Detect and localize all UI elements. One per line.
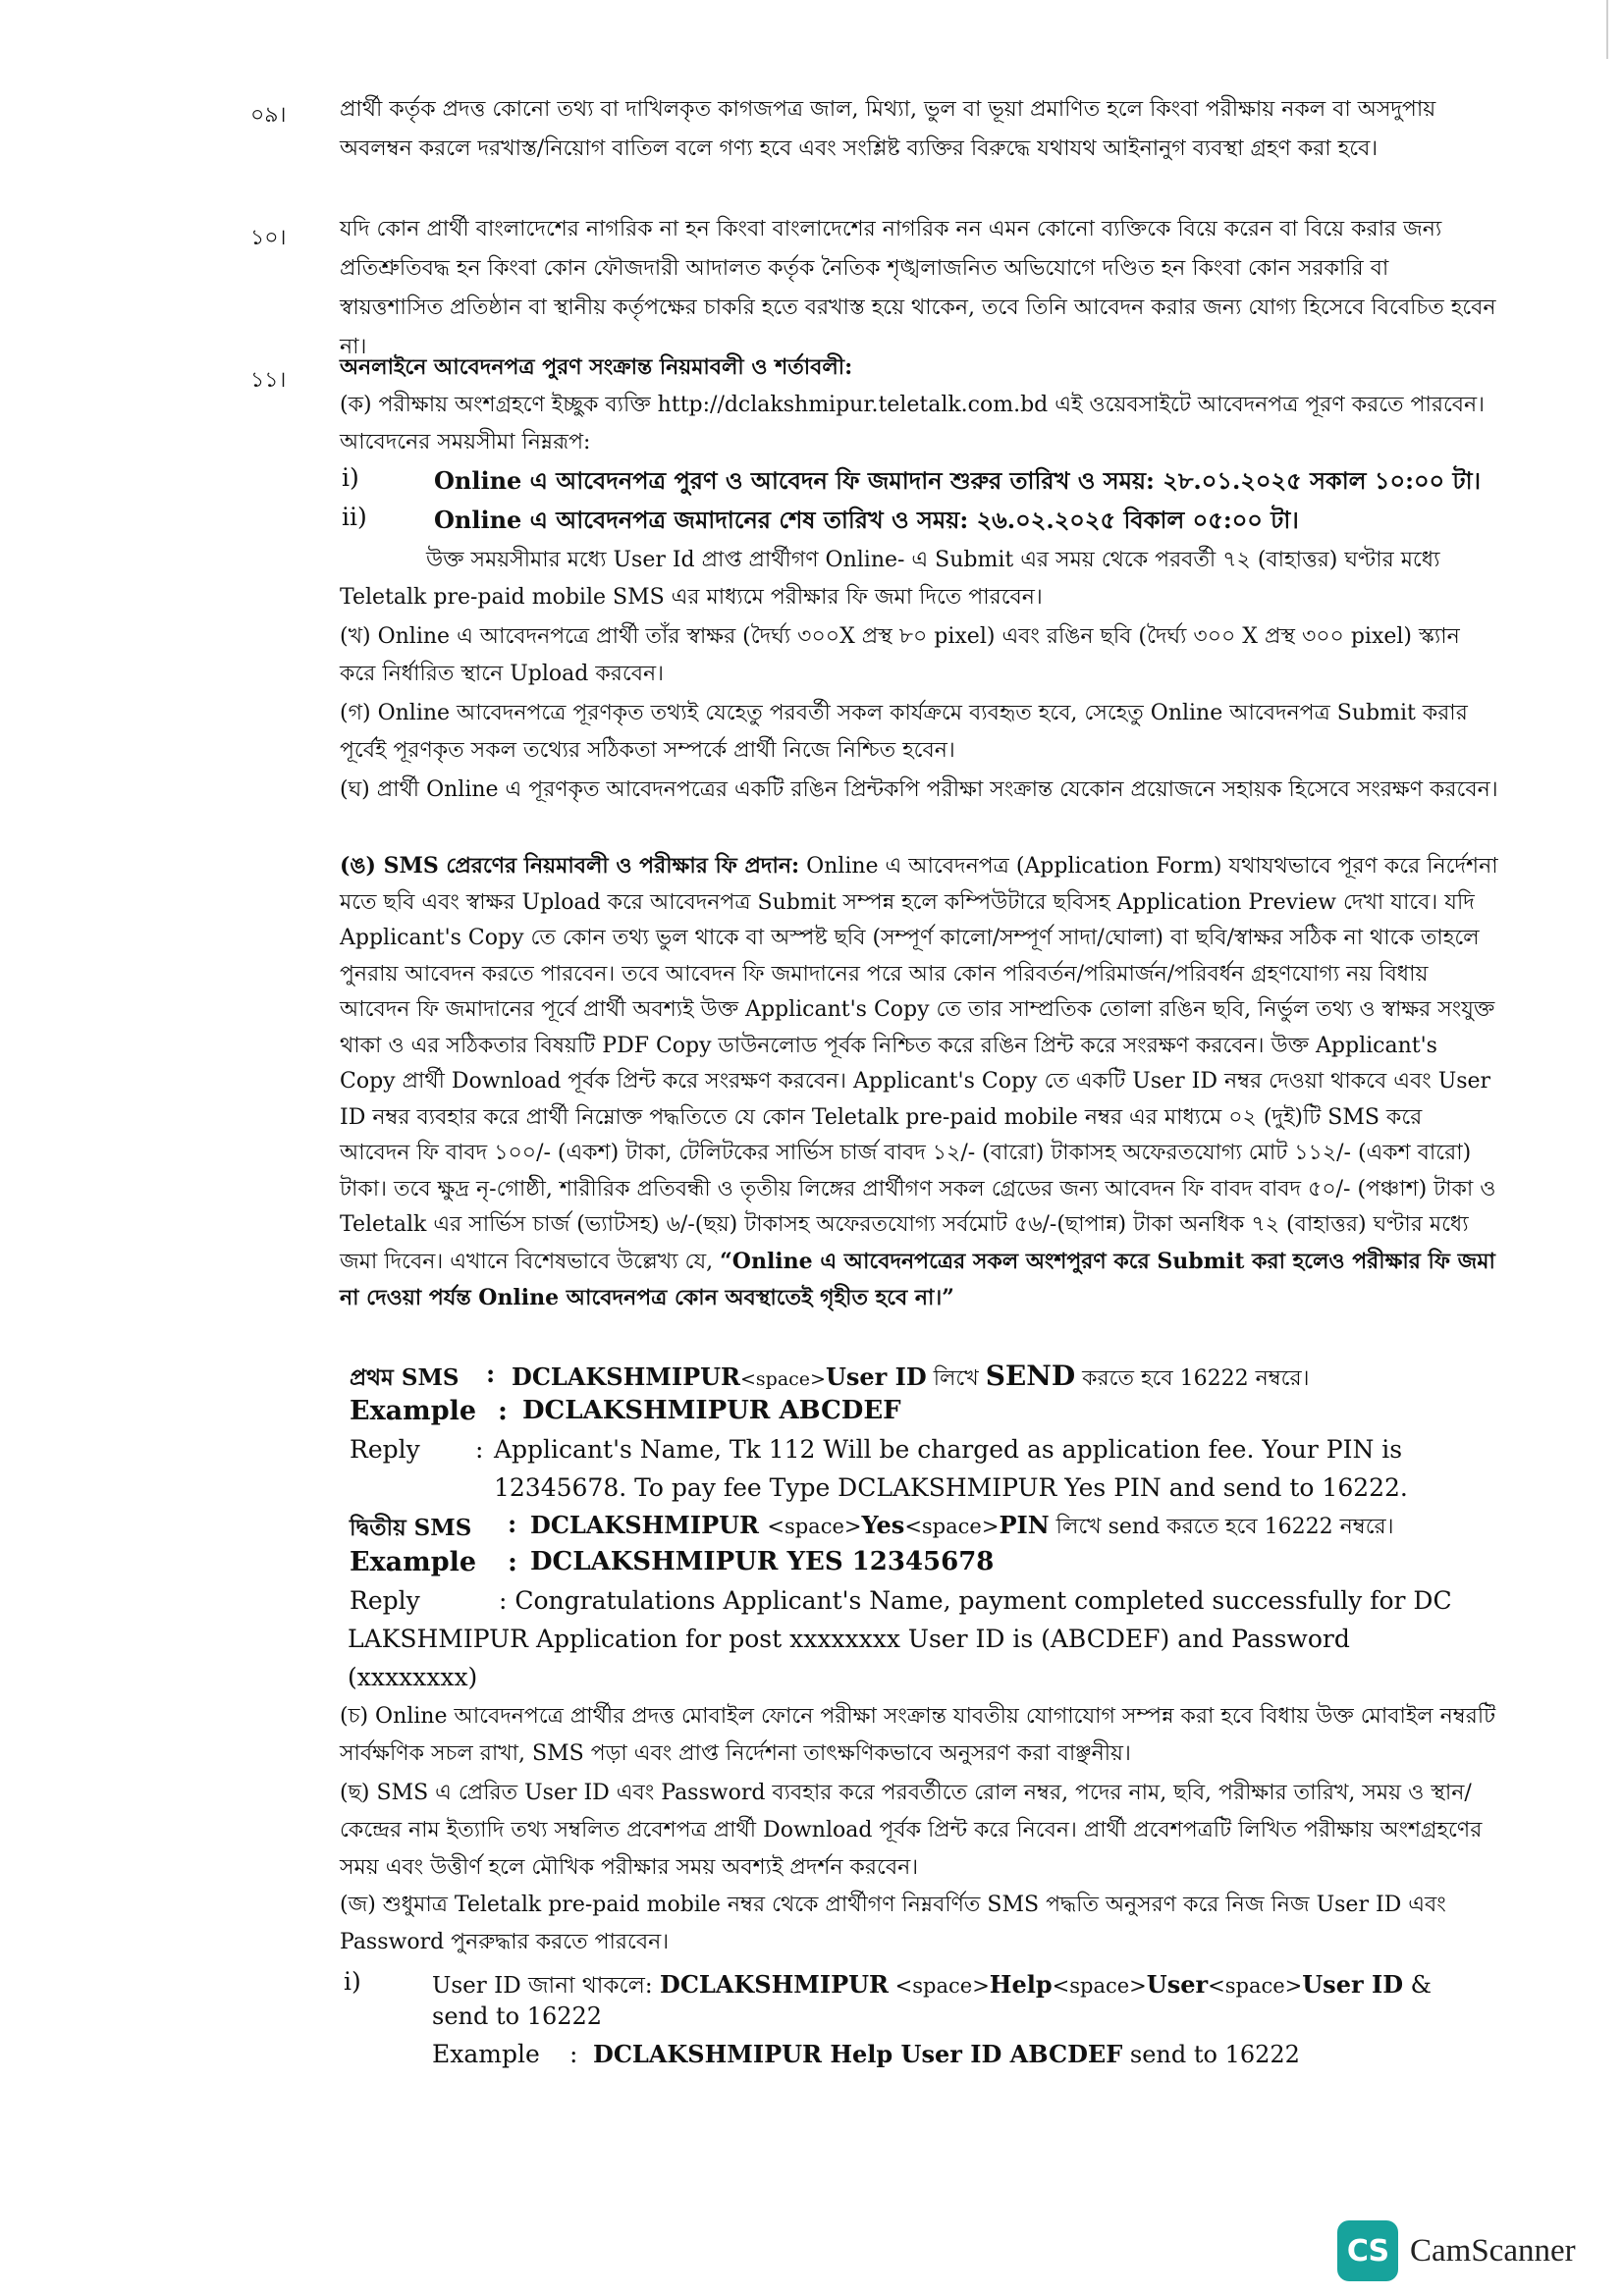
sms1-space: <space> <box>740 1368 826 1390</box>
sms1-code: DCLAKSHMIPUR <box>512 1362 740 1391</box>
reply1-label: Reply <box>350 1435 420 1464</box>
recovery-i-code: DCLAKSHMIPUR <box>660 1970 889 1999</box>
item-11-umo-heading: (ঙ) SMS প্রেরণের নিয়মাবলী ও পরীক্ষার ফি প্রদান: <box>340 853 800 879</box>
recovery-example-colon: : <box>569 2040 578 2068</box>
reply1-line2: 12345678. To pay fee Type DCLAKSHMIPUR Yes PIN and send to 16222. <box>494 1473 1408 1502</box>
schedule-ii-label: ii) <box>342 503 367 531</box>
sms1-likhe: লিখে <box>926 1366 986 1391</box>
example1-colon: : <box>498 1396 508 1426</box>
recovery-example-bold: DCLAKSHMIPUR Help User ID ABCDEF <box>593 2040 1123 2068</box>
recovery-i-amp: & <box>1403 1971 1432 1999</box>
sms2-format <box>530 1510 1394 1546</box>
recovery-i-space-2: <space> <box>1052 1974 1147 1998</box>
recovery-i-line1 <box>432 1967 1502 2005</box>
sms1-tail: করতে হবে 16222 নম্বরে। <box>1075 1366 1310 1391</box>
sms2-tail: লিখে send করতে হবে 16222 নম্বরে। <box>1049 1515 1394 1539</box>
item-11-heading: অনলাইনে আবেদনপত্র পুরণ সংক্রান্ত নিয়মাবলী ও শর্তাবলী: <box>340 354 853 380</box>
item-09-paragraph <box>340 90 1498 169</box>
reply2-line1: : Congratulations Applicant's Name, payment completed successfully for DC <box>499 1586 1452 1615</box>
item-11-kha: (খ) Online এ আবেদনপত্রে প্রার্থী তাঁর স্বাক্ষর (দৈর্ঘ্য ৩০০X প্রস্থ ৮০ pixel) এবং রঙিন ছবি (দৈর্ঘ্য ৩০০ X প্রস্থ ৩০০ pixel) স্ক্যান করে নির্ধারিত স্থানে Upload করবেন। <box>340 624 1460 686</box>
recovery-example <box>593 2040 1300 2068</box>
recovery-i-prefix: User ID জানা থাকলে: <box>432 1973 660 1999</box>
sms2-space-1: <space> <box>767 1515 862 1538</box>
item-09-text: প্রার্থী কর্তৃক প্রদত্ত কোনো তথ্য বা দাখিলকৃত কাগজপত্র জাল, মিথ্যা, ভুল বা ভূয়া প্রমাণিত হলে কিংবা পরীক্ষায় নকল বা অসদুপায় অবলম্বন করলে দরখাস্ত/নিয়োগ বাতিল বলে গণ্য হবে এবং সংশ্লিষ্ট ব্যক্তির বিরুদ্ধে যথাযথ আইনানুগ ব্যবস্থা গ্রহণ করা হবে। <box>340 97 1436 161</box>
recovery-i-help: Help <box>989 1970 1053 1999</box>
reply2-line3: (xxxxxxxx) <box>348 1663 478 1691</box>
item-11-cha: (চ) Online আবেদনপত্রে প্রার্থীর প্রদত্ত মোবাইল ফোনে পরীক্ষা সংক্রান্ত যাবতীয় যোগাযোগ সম্পন্ন করা হবে বিধায় উক্ত মোবাইল নম্বরটি সার্বক্ষণিক সচল রাখা, SMS পড়া এবং প্রাপ্ত নির্দেশনা তাৎক্ষণিকভাবে অনুসরণ করা বাঞ্ছনীয়। <box>340 1704 1496 1766</box>
sms2-colon: : <box>508 1510 517 1538</box>
recovery-i-label: i) <box>344 1967 361 1996</box>
page-edge-mark <box>1606 0 1608 59</box>
reply1-colon: : <box>475 1435 484 1464</box>
recovery-i-line2: send to 16222 <box>432 2002 603 2030</box>
example2-colon: : <box>508 1547 517 1577</box>
item-11-ga: (গ) Online আবেদনপত্রে পূরণকৃত তথ্যই যেহেতু পরবর্তী সকল কার্যক্রমে ব্যবহৃত হবে, সেহেতু Online আবেদনপত্র Submit করার পূর্বেই পূরণকৃত সকল তথ্যের সঠিকতা সম্পর্কে প্রার্থী নিজে নিশ্চিত হবেন। <box>340 701 1468 763</box>
camscanner-watermark <box>1337 2220 1576 2281</box>
example2-text: DCLAKSHMIPUR YES 12345678 <box>530 1547 995 1576</box>
item-11-ka: (ক) পরীক্ষায় অংশগ্রহণে ইচ্ছুক ব্যক্তি http://dclakshmipur.teletalk.com.bd এই ওয়েবসাইটে আবেদনপত্র পূরণ করতে পারবেন। আবেদনের সময়সীমা নিম্নরূপ: <box>340 393 1486 454</box>
sms1-send: SEND <box>985 1360 1076 1392</box>
item-11-umo <box>340 848 1498 1317</box>
item-number-09: ০৯। <box>250 103 287 128</box>
schedule-ii-text: Online এ আবেদনপত্র জমাদানের শেষ তারিখ ও সময়: ২৬.০২.২০২৫ বিকাল ০৫:০০ টা। <box>434 506 1299 534</box>
item-number-11: ১১। <box>250 368 287 393</box>
reply2-line2: LAKSHMIPUR Application for post xxxxxxxx User ID is (ABCDEF) and Password <box>348 1625 1350 1653</box>
item-11-umo-text: Online এ আবেদনপত্র (Application Form) যথাযথভাবে পূরণ করে নির্দেশনা মতে ছবি এবং স্বাক্ষর Upload করে আবেদনপত্র Submit সম্পন্ন হলে কম্পিউটারে ছবিসহ Application Preview দেখা যাবে। যদি Applicant's Copy তে কোন তথ্য ভুল থাকে বা অস্পষ্ট ছবি (সম্পূর্ণ কালো/সম্পূর্ণ সাদা/ঘোলা) বা ছবি/স্বাক্ষর সঠিক না থাকে তাহলে পুনরায় আবেদন করতে পারবেন। তবে আবেদন ফি জমাদানের পরে আর কোন পরিবর্তন/পরিমার্জন/পরিবর্ধন গ্রহণযোগ্য নয় বিধায় আবেদন ফি জমাদানের পূর্বে প্রার্থী অবশ্যই উক্ত Applicant's Copy তে তার সাম্প্রতিক তোলা রঙিন ছবি, নির্ভুল তথ্য ও স্বাক্ষর সংযুক্ত থাকা ও এর সঠিকতার বিষয়টি PDF Copy ডাউনলোড পূর্বক নিশ্চিত করে রঙিন প্রিন্ট করে সংরক্ষণ করবেন। উক্ত Applicant's Copy প্রার্থী Download পূর্বক প্রিন্ট করে সংরক্ষণ করবেন। Applicant's Copy তে একটি User ID নম্বর দেওয়া থাকবে এবং User ID নম্বর ব্যবহার করে প্রার্থী নিম্নোক্ত পদ্ধতিতে যে কোন Teletalk pre-paid mobile নম্বর এর মাধ্যমে ০২ (দুই)টি SMS করে আবেদন ফি বাবদ ১০০/- (একশ) টাকা, টেলিটকের সার্ভিস চার্জ বাবদ ১২/- (বারো) টাকাসহ অফেরতযোগ্য মোট ১১২/- (একশ বারো) টাকা। তবে ক্ষুদ্র নৃ-গোষ্ঠী, শারীরিক প্রতিবন্ধী ও তৃতীয় লিঙ্গের প্রার্থীগণ সকল গ্রেডের জন্য আবেদন ফি বাবদ বাবদ ৫০/- (পঞ্চাশ) টাকা ও Teletalk এর সার্ভিস চার্জ (ভ্যাটসহ) ৬/-(ছয়) টাকাসহ অফেরতযোগ্য সর্বমোট ৫৬/-(ছাপান্ন) টাকা অনধিক ৭২ (বাহাত্তর) ঘণ্টার মধ্যে জমা দিবেন। এখানে বিশেষভাবে উল্লেখ্য যে, <box>340 854 1498 1274</box>
camscanner-brand-text: CamScanner <box>1410 2232 1576 2269</box>
sms1-user-id: User ID <box>825 1362 927 1391</box>
item-10-paragraph <box>340 210 1498 367</box>
schedule-i-text: Online এ আবেদনপত্র পুরণ ও আবেদন ফি জমাদান শুরুর তারিখ ও সময়: ২৮.০১.২০২৫ সকাল ১০:০০ টা। <box>434 466 1482 495</box>
example1-label: Example <box>350 1396 477 1426</box>
reply1-line1: Applicant's Name, Tk 112 Will be charged as application fee. Your PIN is <box>494 1435 1403 1464</box>
schedule-i-label: i) <box>342 463 359 492</box>
sms2-label: দ্বিতীয় SMS <box>350 1515 472 1541</box>
camscanner-logo-icon: CS <box>1337 2220 1398 2281</box>
item-11-gha: (ঘ) প্রার্থী Online এ পূরণকৃত আবেদনপত্রের একটি রঙিন প্রিন্টকপি পরীক্ষা সংক্রান্ত যেকোন প্রয়োজনে সহায়ক হিসেবে সংরক্ষণ করবেন। <box>340 777 1498 802</box>
item-11-ja: (জ) শুধুমাত্র Teletalk pre-paid mobile নম্বর থেকে প্রার্থীগণ নিম্নবর্ণিত SMS পদ্ধতি অনুসরণ করে নিজ নিজ User ID এবং Password পুনরুদ্ধার করতে পারবেন। <box>340 1893 1446 1954</box>
sms2-yes: Yes <box>861 1511 905 1539</box>
sms2-space-2: <space> <box>904 1515 1000 1538</box>
schedule-note: উক্ত সময়সীমার মধ্যে User Id প্রাপ্ত প্রার্থীগণ Online- এ Submit এর সময় থেকে পরবর্তী ৭২ (বাহাত্তর) ঘণ্টার মধ্যে Teletalk pre-paid mobile SMS এর মাধ্যমে পরীক্ষার ফি জমা দিতে পারবেন। <box>340 548 1440 610</box>
recovery-example-tail: send to 16222 <box>1122 2041 1300 2068</box>
item-11-chha: (ছ) SMS এ প্রেরিত User ID এবং Password ব্যবহার করে পরবর্তীতে রোল নম্বর, পদের নাম, ছবি, পরীক্ষার তারিখ, সময় ও স্থান/কেন্দ্রের নাম ইত্যাদি তথ্য সম্বলিত প্রবেশপত্র প্রার্থী Download পূর্বক প্রিন্ট করে নিবেন। প্রার্থী প্রবেশপত্রটি লিখিত পরীক্ষায় অংশগ্রহণের সময় এবং উত্তীর্ণ হলে মৌখিক পরীক্ষার সময় অবশ্যই প্রদর্শন করবেন। <box>340 1781 1483 1880</box>
item-10-text: যদি কোন প্রার্থী বাংলাদেশের নাগরিক না হন কিংবা বাংলাদেশের নাগরিক নন এমন কোনো ব্যক্তিকে বিয়ে করেন বা বিয়ে করার জন্য প্রতিশ্রুতিবদ্ধ হন কিংবা কোন ফৌজদারী আদালত কর্তৃক নৈতিক শৃঙ্খলাজনিত অভিযোগে দণ্ডিত হন কিংবা কোন সরকারি বা স্বায়ত্তশাসিত প্রতিষ্ঠান বা স্থানীয় কর্তৃপক্ষের চাকরি হতে বরখাস্ত হয়ে থাকেন, তবে তিনি আবেদন করার জন্য যোগ্য হিসেবে বিবেচিত হবেন না। <box>340 217 1496 359</box>
sms1-colon: : <box>486 1360 496 1388</box>
sms1-label: প্রথম SMS <box>350 1364 460 1391</box>
recovery-i-space-3: <space> <box>1208 1974 1303 1998</box>
sms2-code: DCLAKSHMIPUR <box>530 1511 768 1539</box>
sms1-format <box>512 1360 1309 1398</box>
sms2-pin: PIN <box>999 1511 1050 1539</box>
recovery-example-label: Example <box>432 2040 540 2068</box>
recovery-i-space-1: <space> <box>889 1974 990 1998</box>
item-11-umo-bold-note: “Online এ আবেদনপত্রের সকল অংশপুরণ করে Submit করা হলেও পরীক্ষার ফি জমা না দেওয়া পর্যন্ত Online আবেদনপত্র কোন অবস্থাতেই গৃহীত হবে না।” <box>340 1248 1495 1310</box>
item-number-10: ১০। <box>250 226 287 250</box>
recovery-i-user: User <box>1146 1970 1209 1999</box>
reply2-label: Reply <box>350 1586 420 1615</box>
example1-text: DCLAKSHMIPUR ABCDEF <box>522 1396 901 1425</box>
example2-label: Example <box>350 1547 477 1577</box>
recovery-i-user-id: User ID <box>1302 1970 1403 1999</box>
